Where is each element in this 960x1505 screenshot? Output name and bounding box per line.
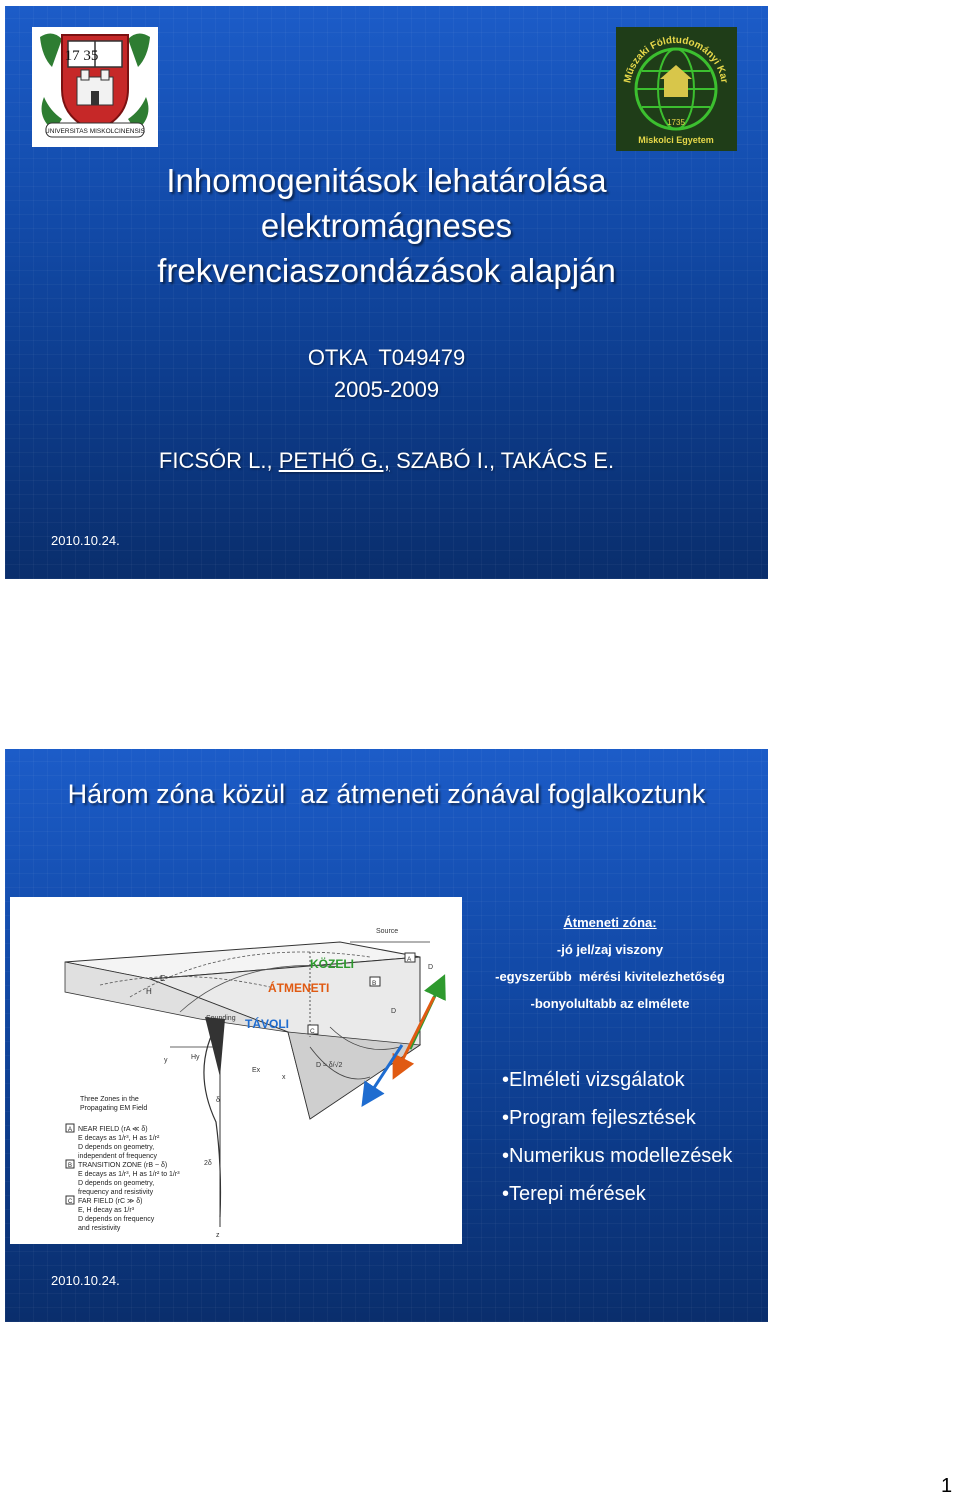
d-label: D [391, 1008, 397, 1015]
bullet-item: • Numerikus modellezések [502, 1137, 732, 1175]
author-text: FICSÓR L., [158, 448, 279, 473]
box-b-label: B [372, 980, 377, 987]
legend-line: TRANSITION ZONE (rB ~ δ) [78, 1162, 168, 1169]
legend-line: Three Zones in the [80, 1096, 139, 1103]
page-number: 1 [941, 1475, 953, 1497]
arrow-tavoli [368, 1045, 402, 1097]
legend-line: D depends on frequency [78, 1216, 155, 1223]
h-label: H [146, 987, 152, 996]
transition-zone-notes [475, 909, 745, 1017]
hy-label: Hy [191, 1054, 200, 1061]
arrow-atmeneti [398, 997, 434, 1069]
sounding-label: Sounding [206, 1015, 236, 1022]
legend-line: E, H decay as 1/r³ [78, 1207, 135, 1214]
legend [66, 1096, 180, 1232]
zone-tavoli-label: TÁVOLI [245, 1017, 289, 1031]
bullet-item: • Program fejlesztések [502, 1099, 732, 1137]
ex-label: Ex [252, 1067, 261, 1074]
legend-box-label: B [68, 1163, 73, 1169]
research-bullets [502, 1061, 732, 1213]
logo-arc-text: Műszaki Földtudományi Kar [622, 34, 730, 84]
legend-line: NEAR FIELD (rA ≪ δ) [78, 1126, 148, 1133]
slide-2-title: Három zóna közül az átmeneti zónával foglalkoztunk [67, 779, 706, 809]
title-line: elektromágneses [260, 207, 513, 244]
legend-box-label: A [68, 1127, 73, 1133]
box-c-label: C [310, 1028, 315, 1035]
faculty-logo [616, 27, 737, 151]
legend-line: D depends on geometry, [78, 1180, 155, 1187]
slide-date: 2010.10.24. [51, 1273, 120, 1288]
slide-1 [5, 6, 768, 579]
logo-banner-text: UNIVERSITAS MISKOLCINENSIS [45, 128, 145, 135]
author-text: SZABÓ I., TAKÁCS E. [389, 448, 615, 473]
university-crest-logo [32, 27, 158, 147]
grant-years: 2005-2009 [333, 377, 440, 402]
logo-year-right: 1735 [667, 118, 685, 127]
zone-kozeli-label: KÖZELI [310, 957, 354, 971]
legend-line: frequency and resistivity [78, 1189, 154, 1196]
d-label: D [428, 964, 434, 971]
note-item: -egyszerűbb mérési kivitelezhetőség [495, 969, 725, 984]
slide-1-title [5, 158, 768, 293]
legend-line: and resistivity [78, 1225, 121, 1232]
note-item: -bonyolultabb az elmélete [530, 996, 690, 1011]
transition-zone-heading: Átmeneti zóna: [563, 915, 657, 930]
legend-line: E decays as 1/r³, H as 1/r² [78, 1135, 160, 1142]
z-axis-label: z [216, 1232, 220, 1239]
legend-line: independent of frequency [78, 1153, 158, 1160]
box-a-label: A [407, 956, 412, 963]
d-formula: D ≈ δ/√2 [316, 1062, 343, 1069]
legend-line: Propagating EM Field [80, 1105, 148, 1112]
delta-label: δ [216, 1097, 220, 1104]
zone-arrows [360, 969, 450, 1109]
two-delta-label: 2δ [204, 1160, 212, 1167]
title-line: frekvenciaszondázások alapján [157, 252, 616, 289]
bullet-item: • Elméleti vizsgálatok [502, 1061, 732, 1099]
logo-bottom-text: Miskolci Egyetem [638, 135, 714, 145]
e-label: E [160, 974, 166, 983]
author-link[interactable]: PETHŐ G., [278, 448, 390, 473]
slide-2 [5, 749, 768, 1322]
slide-date: 2010.10.24. [51, 533, 120, 548]
legend-box-label: C [68, 1199, 73, 1205]
y-axis-label: y [164, 1057, 168, 1064]
legend-line: D depends on geometry, [78, 1144, 155, 1151]
source-label: Source [376, 928, 399, 935]
legend-line: E decays as 1/r³, H as 1/r² to 1/r³ [78, 1171, 180, 1178]
x-axis-label: x [282, 1074, 286, 1081]
logo-year-left: 17 35 [64, 48, 99, 64]
grant-id: OTKA T049479 [307, 345, 466, 370]
grant-info [5, 342, 768, 406]
authors [5, 448, 768, 474]
zone-atmeneti-label: ÁTMENETI [268, 981, 330, 995]
title-line: Inhomogenitások lehatárolása [166, 162, 607, 199]
note-item: -jó jel/zaj viszony [556, 942, 664, 957]
bullet-item: • Terepi mérések [502, 1175, 732, 1213]
legend-line: FAR FIELD (rC ≫ δ) [78, 1198, 143, 1205]
